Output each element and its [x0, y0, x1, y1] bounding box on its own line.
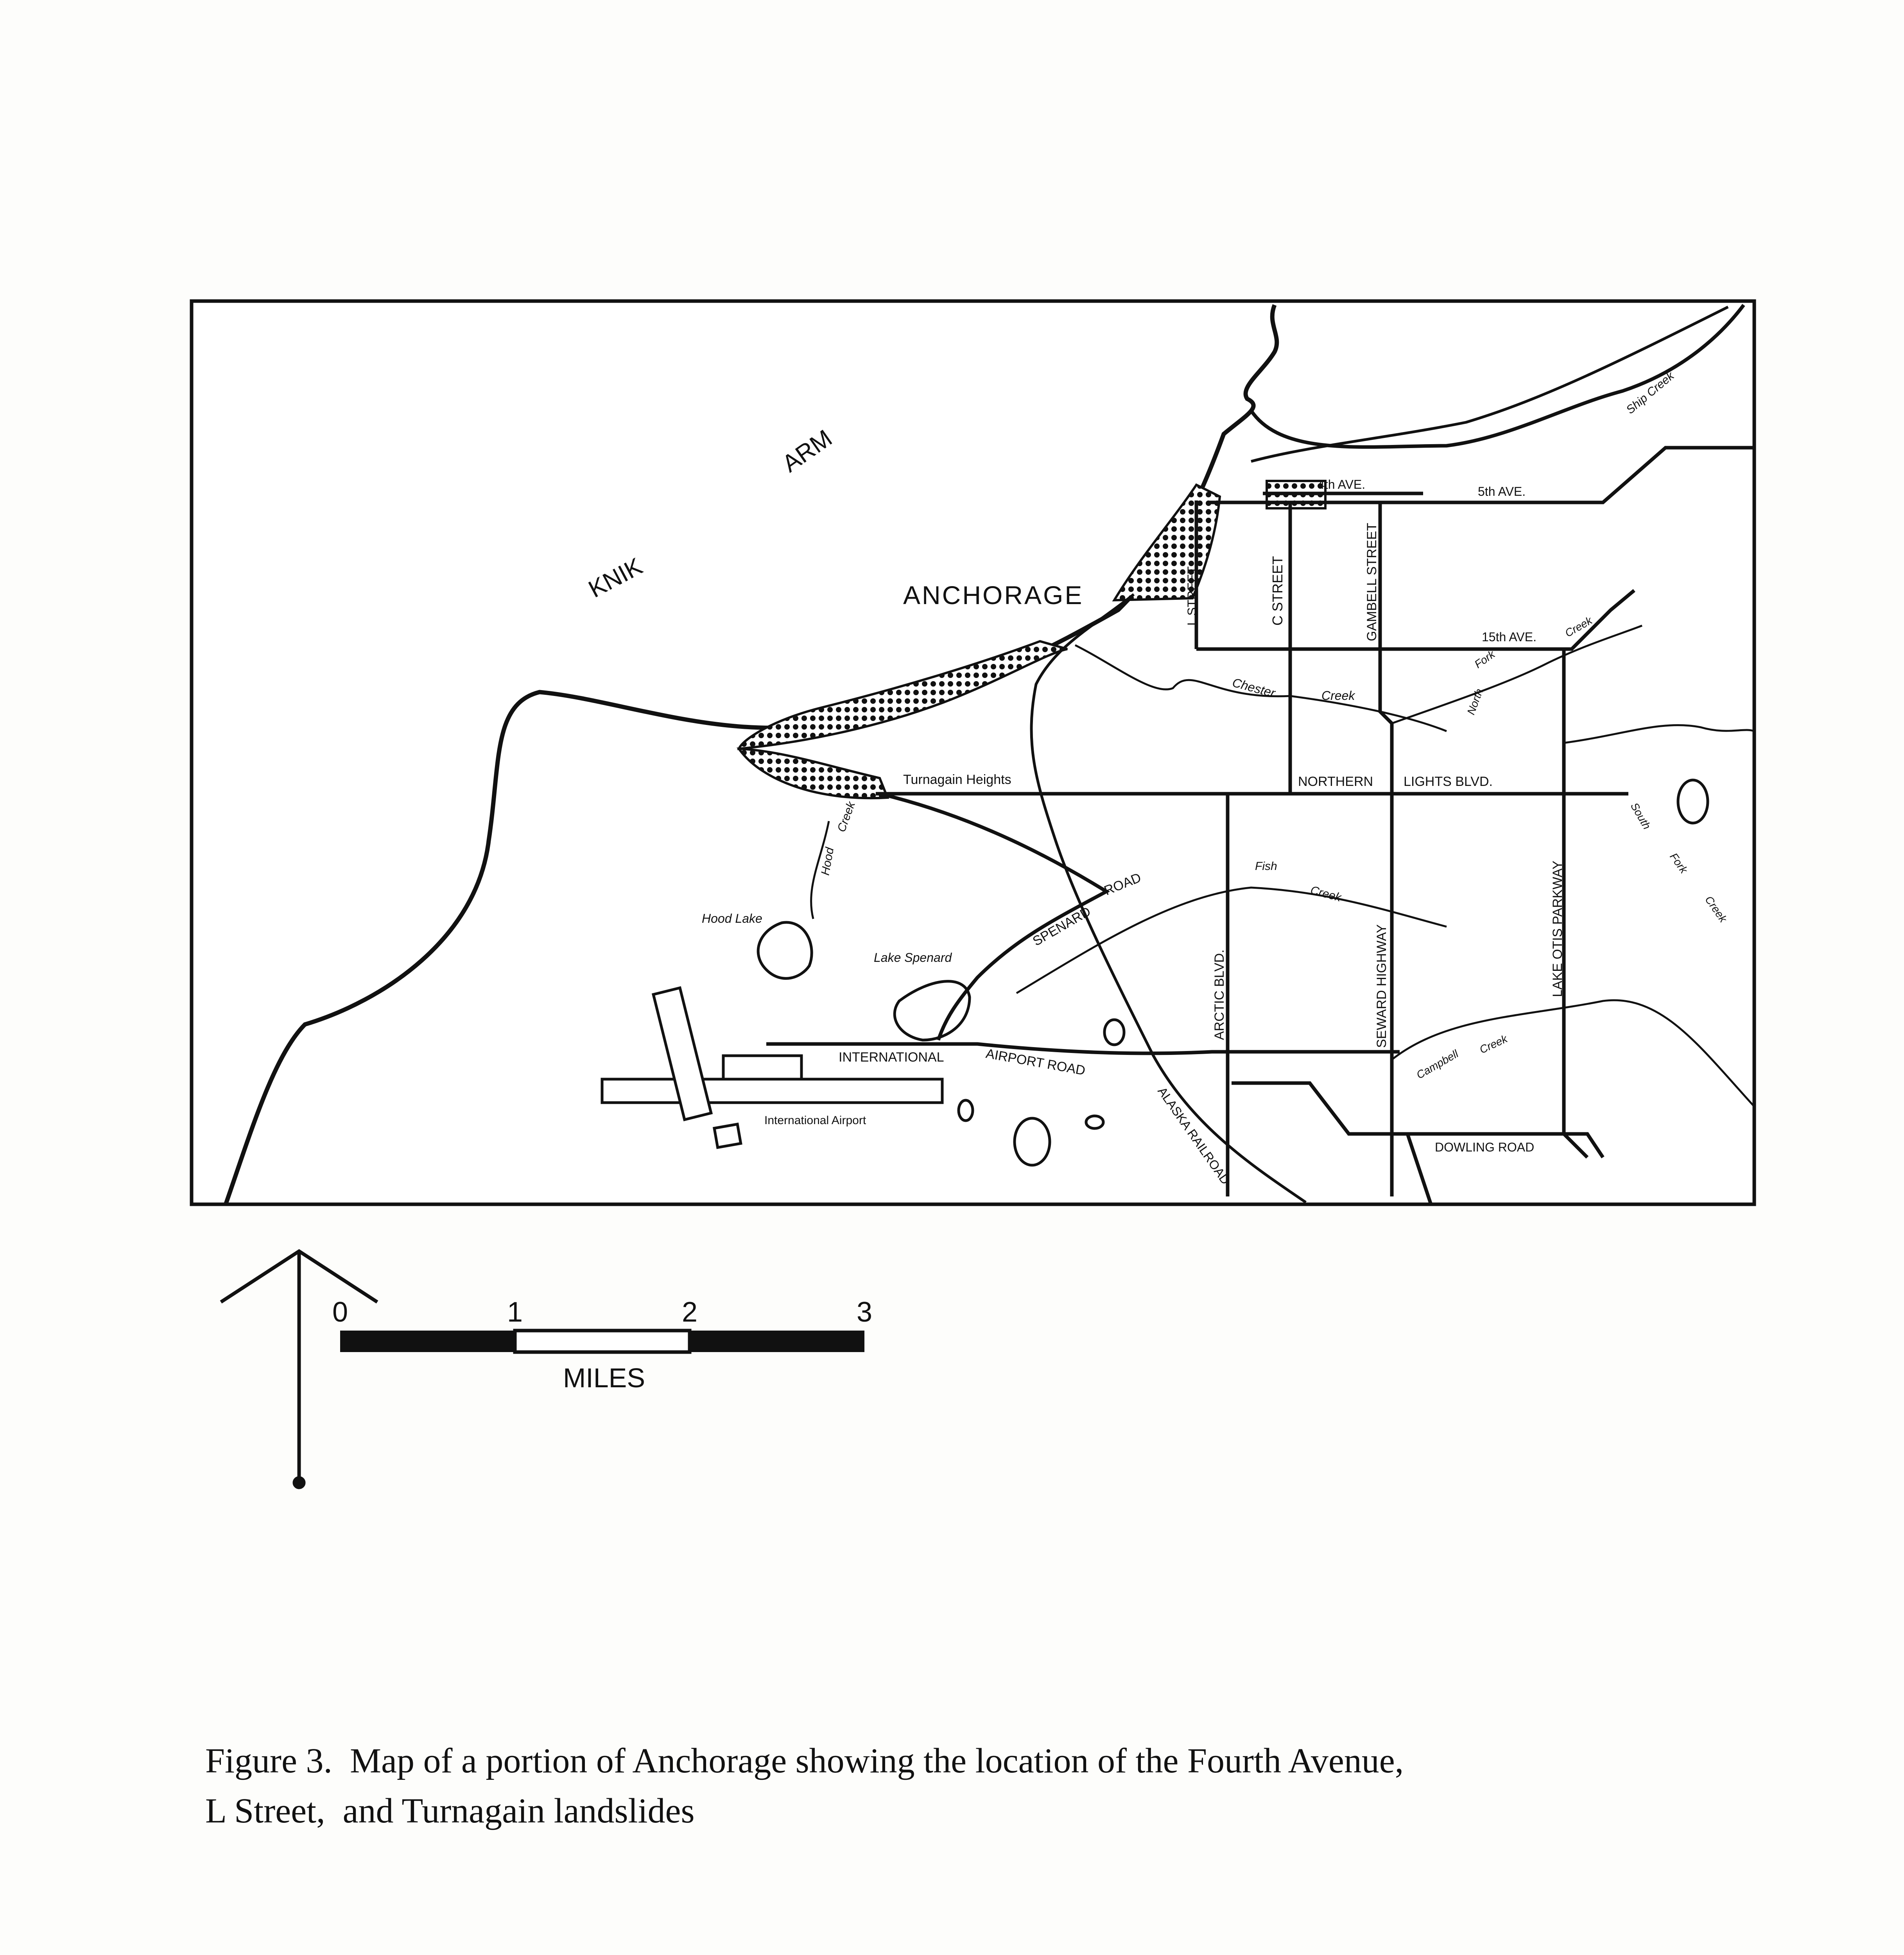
label-south-fork: Fork [1667, 850, 1690, 876]
label-hood-lake: Hood Lake [702, 911, 762, 925]
caption-line-1: Figure 3. Map of a portion of Anchorage showing the location of the Fourth Avenue, [205, 1742, 1404, 1780]
scale-tick-1: 1 [507, 1297, 523, 1328]
scale-seg-3 [690, 1331, 864, 1352]
label-c-street: C STREET [1269, 556, 1285, 626]
scale-unit-label: MILES [563, 1363, 645, 1393]
north-arrow-icon [221, 1251, 377, 1487]
label-fifth-ave: 5th AVE. [1478, 484, 1526, 499]
label-l-street: L STREET [1185, 566, 1199, 626]
label-alaska-railroad: ALASKA RAILROAD [1155, 1084, 1233, 1187]
scale-tick-0: 0 [332, 1297, 348, 1328]
label-lake-spenard: Lake Spenard [874, 951, 952, 965]
label-hood: Hood [819, 846, 837, 877]
label-anchorage: ANCHORAGE [903, 581, 1084, 610]
label-dowling-road: DOWLING ROAD [1435, 1140, 1535, 1154]
runway-cross [714, 1124, 741, 1148]
label-south: South [1628, 800, 1653, 832]
runway-long [602, 1079, 942, 1103]
label-fish: Fish [1255, 860, 1277, 873]
label-chester-creek: Creek [1321, 689, 1355, 703]
map-frame [192, 301, 1754, 1204]
label-spenard: SPENARD [1030, 904, 1094, 949]
scale-tick-3: 3 [856, 1297, 873, 1328]
label-south-creek: Creek [1703, 893, 1730, 925]
label-campbell-creek: Creek [1477, 1032, 1510, 1056]
scale-seg-2 [515, 1331, 690, 1352]
label-fifteenth-ave: 15th AVE. [1482, 630, 1536, 644]
label-northern: NORTHERN [1298, 774, 1373, 789]
label-hood-creek: Creek [835, 800, 858, 834]
terminal-block [723, 1056, 801, 1079]
label-knik: KNIK [584, 552, 647, 603]
label-gambell-street: GAMBELL STREET [1364, 523, 1379, 641]
label-arctic-blvd: ARCTIC BLVD. [1212, 949, 1227, 1040]
label-international-airport: International Airport [764, 1114, 866, 1127]
label-arm: ARM [777, 424, 837, 478]
label-north: North [1465, 687, 1486, 717]
label-lights-blvd: LIGHTS BLVD. [1404, 774, 1493, 789]
label-ship-creek: Ship Creek [1624, 369, 1677, 417]
scale-bar [332, 1297, 872, 1393]
label-fork: Fork [1472, 648, 1497, 671]
caption-line-2: L Street, and Turnagain landslides [205, 1792, 695, 1830]
label-road: ROAD [1102, 870, 1144, 899]
label-turnagain-heights: Turnagain Heights [903, 772, 1011, 787]
label-chester: Chester [1231, 675, 1277, 700]
scale-seg-1 [340, 1331, 515, 1352]
label-campbell: Campbell [1414, 1047, 1461, 1082]
label-seward-highway: SEWARD HIGHWAY [1374, 924, 1389, 1048]
scale-tick-2: 2 [681, 1297, 698, 1328]
label-international: INTERNATIONAL [839, 1050, 944, 1065]
label-airport-road: AIRPORT ROAD [984, 1046, 1086, 1078]
label-fourth-ave: 4th AVE. [1318, 477, 1366, 491]
label-lake-otis: LAKE OTIS PARKWAY [1550, 861, 1565, 997]
label-fish-creek: Creek [1309, 883, 1343, 904]
label-north-creek: Creek [1563, 614, 1594, 640]
figure-caption [205, 1736, 1730, 1836]
